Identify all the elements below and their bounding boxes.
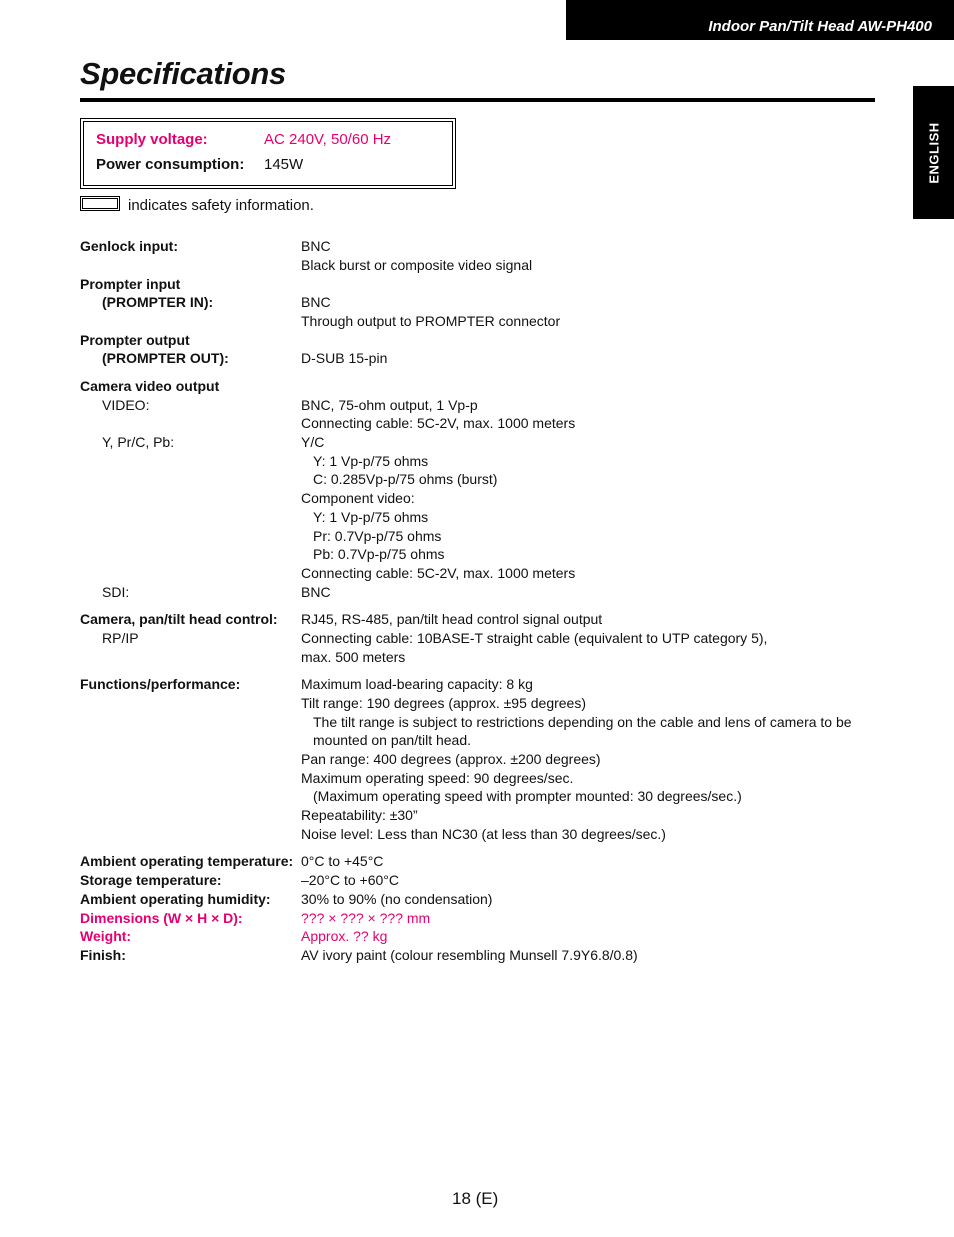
safety-box-symbol	[80, 196, 120, 211]
video-label: VIDEO:	[102, 397, 150, 413]
prompter-input-label: Prompter input	[80, 276, 181, 292]
prompter-input-sublabel: (PROMPTER IN):	[102, 294, 214, 310]
genlock-value: BNC	[301, 238, 331, 254]
humidity-value: 30% to 90% (no condensation)	[301, 891, 493, 907]
product-title: Indoor Pan/Tilt Head AW-PH400	[708, 18, 932, 35]
video-value: BNC, 75-ohm output, 1 Vp-p	[301, 397, 478, 413]
control-value: Connecting cable: 10BASE-T straight cable (equivalent to UTP category 5),	[301, 630, 768, 646]
finish-value: AV ivory paint (colour resembling Munsell 7.9Y6.8/0.8)	[301, 947, 638, 963]
supply-voltage-label: Supply voltage:	[96, 131, 208, 148]
storage-temperature-label: Storage temperature:	[80, 872, 222, 888]
genlock-label: Genlock input:	[80, 238, 178, 254]
language-label: ENGLISH	[926, 121, 941, 184]
power-consumption-value: 145W	[264, 156, 304, 173]
safety-legend-text: indicates safety information.	[128, 197, 314, 214]
functions-value: Noise level: Less than NC30 (at less than 30 degrees/sec.)	[301, 826, 666, 842]
weight-value: Approx. ?? kg	[301, 928, 388, 944]
functions-value: Maximum load-bearing capacity: 8 kg	[301, 676, 533, 692]
page-number: 18 (E)	[452, 1189, 499, 1208]
ypc-value: Component video:	[301, 490, 415, 506]
prompter-input-value: Through output to PROMPTER connector	[301, 313, 561, 329]
ambient-temperature-label: Ambient operating temperature:	[80, 853, 294, 869]
dimensions-label: Dimensions (W × H × D):	[80, 910, 243, 926]
page-title: Specifications	[80, 56, 286, 91]
functions-label: Functions/performance:	[80, 676, 241, 692]
safety-legend	[80, 196, 314, 214]
control-label: Camera, pan/tilt head control:	[80, 611, 278, 627]
power-consumption-label: Power consumption:	[96, 156, 245, 173]
genlock-value: Black burst or composite video signal	[301, 257, 533, 273]
ypc-value: C: 0.285Vp-p/75 ohms (burst)	[313, 471, 498, 487]
control-sublabel: RP/IP	[102, 630, 139, 646]
humidity-label: Ambient operating humidity:	[80, 891, 271, 907]
language-tab	[913, 86, 954, 219]
prompter-output-label: Prompter output	[80, 332, 190, 348]
ypc-value: Y: 1 Vp-p/75 ohms	[313, 509, 429, 525]
supply-voltage-value: AC 240V, 50/60 Hz	[264, 131, 392, 148]
functions-value: Tilt range: 190 degrees (approx. ±95 degrees)	[301, 695, 586, 711]
dimensions-value: ??? × ??? × ??? mm	[301, 910, 431, 926]
title-rule	[80, 98, 875, 102]
sdi-value: BNC	[301, 584, 331, 600]
video-value: Connecting cable: 5C-2V, max. 1000 meters	[301, 415, 576, 431]
ypc-value: Y: 1 Vp-p/75 ohms	[313, 453, 429, 469]
camera-video-output-label: Camera video output	[80, 378, 220, 394]
ypc-label: Y, Pr/C, Pb:	[102, 434, 175, 450]
ypc-value: Connecting cable: 5C-2V, max. 1000 meters	[301, 565, 576, 581]
control-value: RJ45, RS-485, pan/tilt head control signal output	[301, 611, 603, 627]
ypc-value: Pr: 0.7Vp-p/75 ohms	[313, 528, 442, 544]
ypc-value: Y/C	[301, 434, 325, 450]
ambient-temperature-value: 0°C to +45°C	[301, 853, 384, 869]
ypc-value: Pb: 0.7Vp-p/75 ohms	[313, 546, 445, 562]
supply-voltage-row	[96, 131, 391, 148]
weight-label: Weight:	[80, 928, 132, 944]
sdi-label: SDI:	[102, 584, 130, 600]
prompter-output-sublabel: (PROMPTER OUT):	[102, 350, 229, 366]
functions-value: Maximum operating speed: 90 degrees/sec.	[301, 770, 574, 786]
prompter-output-value: D-SUB 15-pin	[301, 350, 388, 366]
storage-temperature-value: –20°C to +60°C	[301, 872, 399, 888]
functions-value: Repeatability: ±30”	[301, 807, 418, 823]
power-consumption-row	[96, 156, 303, 173]
finish-label: Finish:	[80, 947, 126, 963]
prompter-input-value: BNC	[301, 294, 331, 310]
functions-value: The tilt range is subject to restrictions depending on the cable and lens of camera to be	[313, 714, 852, 730]
functions-value: mounted on pan/tilt head.	[313, 732, 472, 748]
functions-value: (Maximum operating speed with prompter mounted: 30 degrees/sec.)	[313, 788, 742, 804]
safety-info-box	[80, 118, 456, 189]
header-bar	[566, 0, 954, 40]
control-value: max. 500 meters	[301, 649, 406, 665]
functions-value: Pan range: 400 degrees (approx. ±200 degrees)	[301, 751, 601, 767]
